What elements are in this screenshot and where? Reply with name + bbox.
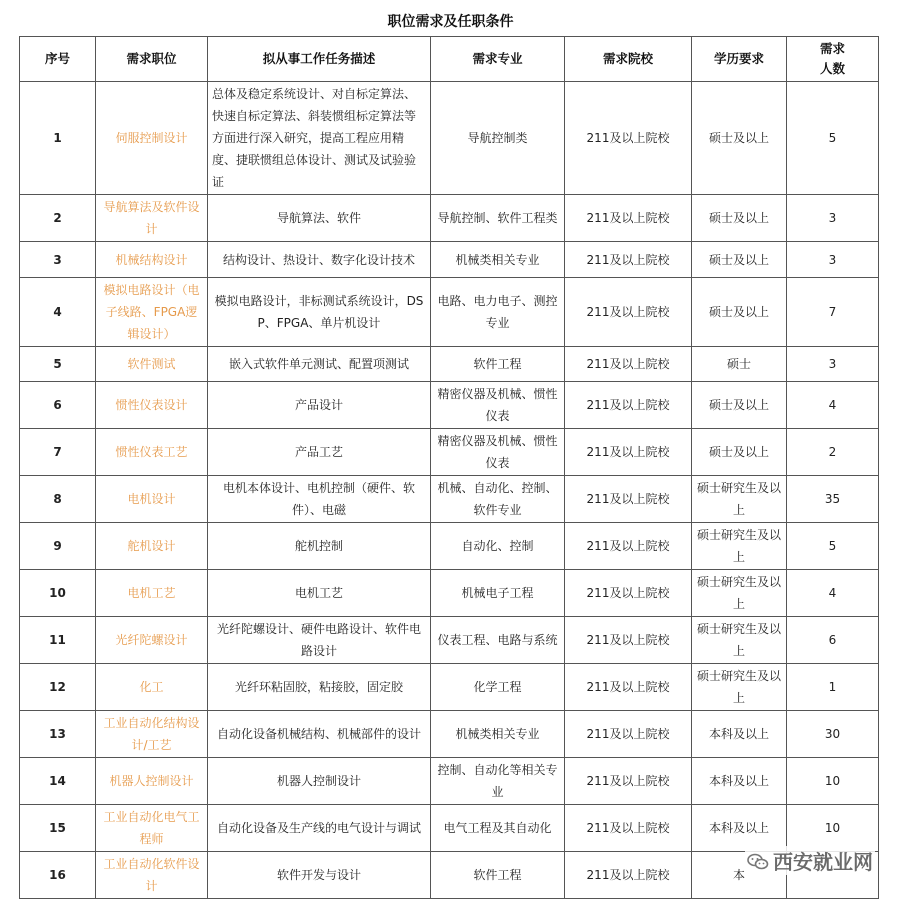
row-school: 211及以上院校 [565, 617, 692, 664]
row-major: 软件工程 [431, 347, 565, 382]
row-position: 光纤陀螺设计 [96, 617, 208, 664]
header-task: 拟从事工作任务描述 [208, 37, 431, 82]
row-task: 光纤陀螺设计、硬件电路设计、软件电路设计 [208, 617, 431, 664]
row-major: 机械类相关专业 [431, 711, 565, 758]
row-position: 导航算法及软件设计 [96, 195, 208, 242]
row-task: 电机工艺 [208, 570, 431, 617]
table-header-row [20, 37, 879, 82]
row-degree: 本科及以上 [692, 805, 787, 852]
row-major: 机械电子工程 [431, 570, 565, 617]
row-school: 211及以上院校 [565, 523, 692, 570]
row-major: 自动化、控制 [431, 523, 565, 570]
table-row [20, 711, 879, 758]
table-row [20, 758, 879, 805]
row-major: 软件工程 [431, 852, 565, 899]
row-count: 10 [787, 805, 879, 852]
row-school: 211及以上院校 [565, 429, 692, 476]
row-task: 自动化设备机械结构、机械部件的设计 [208, 711, 431, 758]
row-position: 惯性仪表工艺 [96, 429, 208, 476]
header-position: 需求职位 [96, 37, 208, 82]
row-school: 211及以上院校 [565, 278, 692, 347]
row-degree: 本 [692, 852, 787, 899]
row-school: 211及以上院校 [565, 476, 692, 523]
row-school: 211及以上院校 [565, 570, 692, 617]
page-title: 职位需求及任职条件 [387, 14, 514, 30]
row-count: 3 [787, 242, 879, 278]
row-seq: 16 [20, 852, 96, 899]
row-task: 产品工艺 [208, 429, 431, 476]
row-seq: 14 [20, 758, 96, 805]
row-position: 软件测试 [96, 347, 208, 382]
row-seq: 8 [20, 476, 96, 523]
table-row [20, 805, 879, 852]
row-task: 软件开发与设计 [208, 852, 431, 899]
table-row [20, 347, 879, 382]
header-major: 需求专业 [431, 37, 565, 82]
row-position: 舵机设计 [96, 523, 208, 570]
header-count: 需求 人数 [787, 37, 879, 82]
row-count: 30 [787, 711, 879, 758]
row-seq: 5 [20, 347, 96, 382]
row-position: 机器人控制设计 [96, 758, 208, 805]
row-count: 7 [787, 278, 879, 347]
table-row [20, 382, 879, 429]
row-task: 结构设计、热设计、数字化设计技术 [208, 242, 431, 278]
row-seq: 10 [20, 570, 96, 617]
row-count: 6 [787, 617, 879, 664]
row-seq: 9 [20, 523, 96, 570]
row-position: 模拟电路设计（电子线路、FPGA逻辑设计） [96, 278, 208, 347]
watermark [745, 846, 875, 875]
row-degree: 硕士研究生及以上 [692, 476, 787, 523]
row-count: 4 [787, 382, 879, 429]
row-major: 导航控制、软件工程类 [431, 195, 565, 242]
row-count: 3 [787, 195, 879, 242]
row-count: 35 [787, 476, 879, 523]
row-task: 自动化设备及生产线的电气设计与调试 [208, 805, 431, 852]
row-major: 机械、自动化、控制、软件专业 [431, 476, 565, 523]
row-seq: 13 [20, 711, 96, 758]
row-major: 电路、电力电子、测控专业 [431, 278, 565, 347]
row-degree: 硕士 [692, 347, 787, 382]
row-school: 211及以上院校 [565, 805, 692, 852]
row-count: 2 [787, 429, 879, 476]
row-major: 化学工程 [431, 664, 565, 711]
row-seq: 12 [20, 664, 96, 711]
row-count: 10 [787, 758, 879, 805]
table-row [20, 664, 879, 711]
row-major: 机械类相关专业 [431, 242, 565, 278]
row-degree: 硕士及以上 [692, 242, 787, 278]
row-degree: 硕士研究生及以上 [692, 570, 787, 617]
row-major: 导航控制类 [431, 82, 565, 195]
row-degree: 本科及以上 [692, 711, 787, 758]
row-task: 光纤环粘固胶，粘接胶，固定胶 [208, 664, 431, 711]
row-degree: 硕士及以上 [692, 195, 787, 242]
wechat-icon [747, 852, 769, 870]
row-degree: 硕士研究生及以上 [692, 617, 787, 664]
header-school: 需求院校 [565, 37, 692, 82]
row-degree: 硕士及以上 [692, 429, 787, 476]
row-count: 5 [787, 523, 879, 570]
table-row [20, 523, 879, 570]
row-count: 1 [787, 664, 879, 711]
row-seq: 7 [20, 429, 96, 476]
row-school: 211及以上院校 [565, 711, 692, 758]
row-major: 仪表工程、电路与系统 [431, 617, 565, 664]
row-degree: 硕士及以上 [692, 278, 787, 347]
row-seq: 4 [20, 278, 96, 347]
table-row [20, 570, 879, 617]
row-task: 总体及稳定系统设计、对自标定算法、快速自标定算法、斜装惯组标定算法等方面进行深入研究，提高工程应用精度、捷联惯组总体设计、测试及试验验证 [208, 82, 431, 195]
row-position: 化工 [96, 664, 208, 711]
row-task: 产品设计 [208, 382, 431, 429]
row-major: 精密仪器及机械、惯性仪表 [431, 429, 565, 476]
row-position: 机械结构设计 [96, 242, 208, 278]
table-row [20, 278, 879, 347]
table-row [20, 429, 879, 476]
row-position: 工业自动化软件设计 [96, 852, 208, 899]
row-major: 控制、自动化等相关专业 [431, 758, 565, 805]
row-degree: 硕士研究生及以上 [692, 664, 787, 711]
row-seq: 3 [20, 242, 96, 278]
row-degree: 硕士及以上 [692, 382, 787, 429]
row-seq: 11 [20, 617, 96, 664]
row-task: 嵌入式软件单元测试、配置项测试 [208, 347, 431, 382]
row-major: 精密仪器及机械、惯性仪表 [431, 382, 565, 429]
row-position: 电机设计 [96, 476, 208, 523]
row-count: 3 [787, 347, 879, 382]
row-school: 211及以上院校 [565, 758, 692, 805]
row-degree: 硕士研究生及以上 [692, 523, 787, 570]
row-task: 舵机控制 [208, 523, 431, 570]
row-school: 211及以上院校 [565, 347, 692, 382]
row-seq: 1 [20, 82, 96, 195]
row-degree: 硕士及以上 [692, 82, 787, 195]
row-position: 工业自动化电气工程师 [96, 805, 208, 852]
row-task: 电机本体设计、电机控制（硬件、软件）、电磁 [208, 476, 431, 523]
row-major: 电气工程及其自动化 [431, 805, 565, 852]
row-position: 惯性仪表设计 [96, 382, 208, 429]
table-row [20, 617, 879, 664]
header-degree: 学历要求 [692, 37, 787, 82]
table-row [20, 195, 879, 242]
row-count: 5 [787, 82, 879, 195]
row-school: 211及以上院校 [565, 852, 692, 899]
row-degree: 本科及以上 [692, 758, 787, 805]
watermark-text: 西安就业网 [773, 850, 873, 874]
row-seq: 2 [20, 195, 96, 242]
row-school: 211及以上院校 [565, 195, 692, 242]
row-task: 模拟电路设计，非标测试系统设计，DSP、FPGA、单片机设计 [208, 278, 431, 347]
row-school: 211及以上院校 [565, 242, 692, 278]
row-task: 导航算法、软件 [208, 195, 431, 242]
table-row [20, 242, 879, 278]
row-school: 211及以上院校 [565, 664, 692, 711]
row-seq: 15 [20, 805, 96, 852]
table-body [20, 82, 879, 899]
row-seq: 6 [20, 382, 96, 429]
row-school: 211及以上院校 [565, 82, 692, 195]
requirements-table [19, 36, 879, 899]
row-position: 电机工艺 [96, 570, 208, 617]
table-row [20, 476, 879, 523]
row-count: 4 [787, 570, 879, 617]
row-position: 伺服控制设计 [96, 82, 208, 195]
header-seq: 序号 [20, 37, 96, 82]
row-position: 工业自动化结构设计/工艺 [96, 711, 208, 758]
row-task: 机器人控制设计 [208, 758, 431, 805]
row-school: 211及以上院校 [565, 382, 692, 429]
table-row [20, 82, 879, 195]
